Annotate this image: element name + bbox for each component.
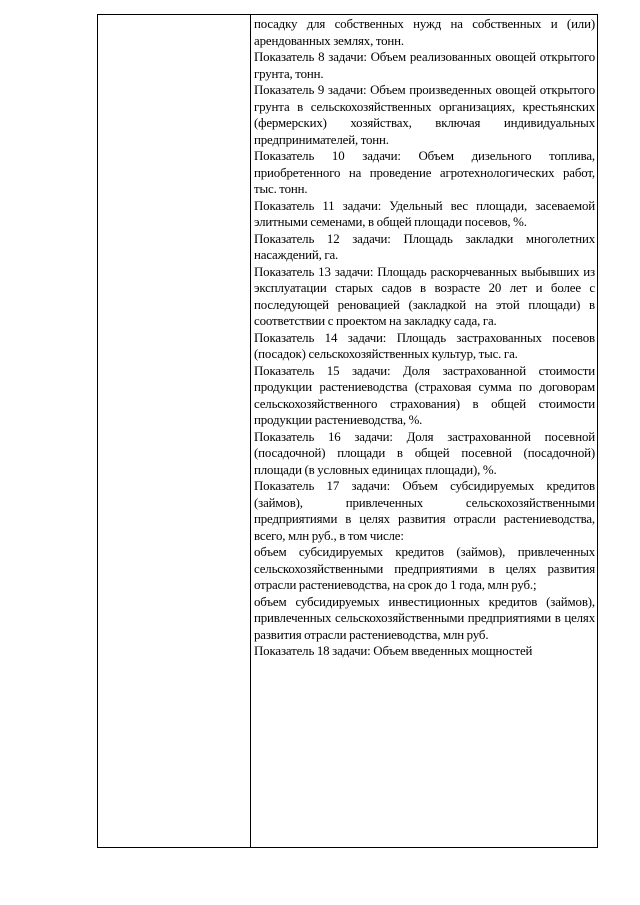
table-left-column	[98, 15, 251, 847]
indicator-15: Показатель 15 задачи: Доля застрахованной стоимости продукции растениеводства (страховая сумма по договорам сельскохозяйственного страхования) в общей стоимости продукции растениеводства, %.	[254, 363, 595, 427]
indicator-17: Показатель 17 задачи: Объем субсидируемых кредитов (займов), привлеченных сельскохозяйственными предприятиями в целях развития отрасли растениеводства, всего, млн руб., в том числе:	[254, 479, 595, 543]
indicator-13: Показатель 13 задачи: Площадь раскорчеванных выбывших из эксплуатации старых садов в возрасте 20 лет и более с последующей реновацией (закладкой на этой площади) в соответствии с проектом на закладку сада, га.	[254, 264, 595, 328]
indicator-16: Показатель 16 задачи: Доля застрахованной посевной (посадочной) площади в общей посевной (посадочной) площади (в условных единицах площади), %.	[254, 429, 595, 477]
indicator-18: Показатель 18 задачи: Объем введенных мощностей	[254, 644, 533, 658]
indicator-12: Показатель 12 задачи: Площадь закладки многолетних насаждений, га.	[254, 231, 595, 262]
indicator-11: Показатель 11 задачи: Удельный вес площади, засеваемой элитными семенами, в общей площади посевов, %.	[254, 198, 595, 229]
paragraph-continuation: посадку для собственных нужд на собственных и (или) арендованных землях, тонн.	[254, 17, 595, 48]
indicator-8: Показатель 8 задачи: Объем реализованных овощей открытого грунта, тонн.	[254, 50, 595, 81]
indicator-9: Показатель 9 задачи: Объем произведенных овощей открытого грунта в сельскохозяйственных организациях, крестьянских (фермерских) хозяйствах, включая индивидуальных предпринимателей, тонн.	[254, 83, 595, 147]
indicator-14: Показатель 14 задачи: Площадь застрахованных посевов (посадок) сельскохозяйственных культур, тыс. га.	[254, 330, 595, 361]
indicator-17-sub-1: объем субсидируемых кредитов (займов), привлеченных сельскохозяйственными предприятиями в целях развития отрасли растениеводства, на срок до 1 года, млн руб.;	[254, 545, 595, 592]
document-table	[97, 14, 598, 848]
table-right-column	[251, 15, 597, 847]
indicator-10: Показатель 10 задачи: Объем дизельного топлива, приобретенного на проведение агротехнологических работ, тыс. тонн.	[254, 149, 595, 196]
indicator-17-sub-2: объем субсидируемых инвестиционных кредитов (займов), привлеченных сельскохозяйственными предприятиями в целях развития отрасли растениеводства, млн руб.	[254, 594, 595, 642]
